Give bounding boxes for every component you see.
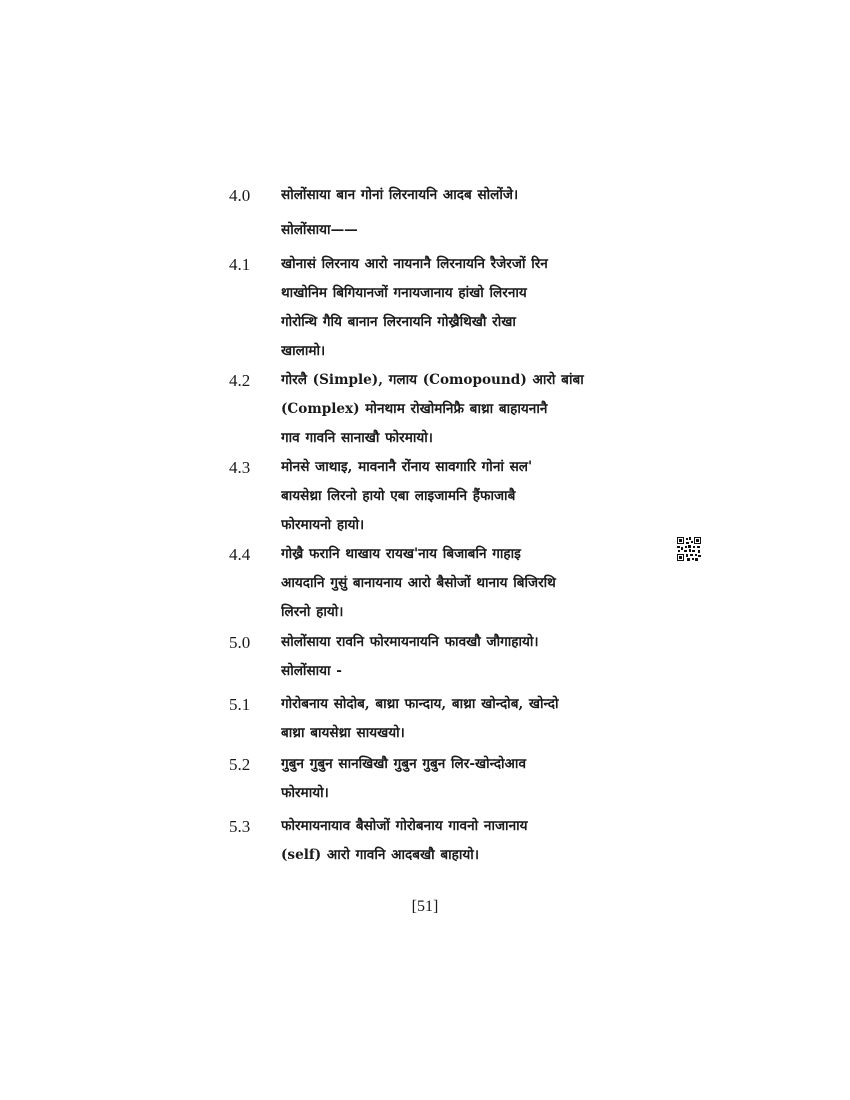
item-number: 4.4: [229, 545, 251, 564]
item-text: [281, 453, 638, 540]
item-text: [281, 216, 638, 245]
qr-code-icon[interactable]: [677, 537, 701, 561]
item-text: [281, 628, 638, 686]
item-number: 5.1: [229, 695, 251, 714]
text-line: गोरोबनाय सोदोब, बाथ्रा फान्दाय, बाथ्रा खोन्दोब, खोन्दो: [281, 696, 559, 712]
item-number: 4.2: [229, 371, 251, 390]
item-text: [281, 812, 638, 870]
item-number: 4.1: [229, 255, 251, 274]
item-number: 5.0: [229, 633, 251, 652]
item-text: [281, 690, 638, 748]
text-line: गोरोन्थि गैयि बानान लिरनायनि गोख्रैथिखौ रोखा: [281, 314, 516, 330]
text-line: (Complex) मोनथाम रोखोमनिफ्रै बाथ्रा बाहायनानै: [281, 401, 548, 417]
text-line: फोरमायो।: [281, 785, 329, 801]
item-number: 4.3: [229, 458, 251, 477]
text-line: सोलोंसाया——: [281, 222, 358, 238]
text-line: गाव गावनि सानाखौ फोरमायो।: [281, 430, 433, 446]
text-line: बाथ्रा बायसेथ्रा सायखयो।: [281, 725, 405, 741]
text-line: फोरमायनायाव बैसोजों गोरोबनाय गावनो नाजानाय: [281, 818, 528, 834]
item-number: 4.0: [229, 186, 251, 205]
item-text: [281, 181, 638, 210]
text-line: खालामो।: [281, 343, 326, 359]
item-number: 5.3: [229, 817, 251, 836]
text-line: गुबुन गुबुन सानखिखौ गुबुन गुबुन लिर-खोन्दोआव: [281, 756, 527, 772]
text-line: आयदानि गुसुं बानायनाय आरो बैसोजों थानाय बिजिरथि: [281, 575, 556, 591]
page-number: [51]: [411, 898, 439, 915]
text-line: सोलोंसाया -: [281, 663, 342, 679]
item-text: [281, 540, 638, 627]
item-text: [281, 250, 638, 366]
item-text: [281, 750, 638, 808]
text-line: लिरनो हायो।: [281, 604, 344, 620]
text-line: खोनासं लिरनाय आरो नायनानै लिरनायनि रैजेरजों रिन: [281, 256, 548, 272]
text-line: सोलोंसाया बान गोनां लिरनायनि आदब सोलोंजेे।: [281, 187, 519, 203]
text-line: (self) आरो गावनि आदबखौ बाहायो।: [281, 847, 479, 863]
item-text: [281, 366, 638, 453]
text-line: सोलोंसाया रावनि फोरमायनायनि फावखौ जौगाहायो।: [281, 634, 539, 650]
text-line: गोख्रै फरानि थाखाय रायख'नाय बिजाबनि गाहाइ: [281, 546, 521, 562]
text-line: मोनसे जाथाइ, मावनानै रोंनाय सावगारि गोनां सल': [281, 459, 533, 475]
text-line: बायसेथ्रा लिरनो हायो एबा लाइजामनि हैंफाजाबै: [281, 488, 516, 504]
text-line: थाखोनिम बिगियानजों गनायजानाय हांखो लिरनाय: [281, 285, 527, 301]
text-line: फोरमायनो हायो।: [281, 517, 365, 533]
item-number: 5.2: [229, 755, 251, 774]
text-line: गोरलै (Simple), गलाय (Comopound) आरो बांबा: [281, 372, 584, 388]
